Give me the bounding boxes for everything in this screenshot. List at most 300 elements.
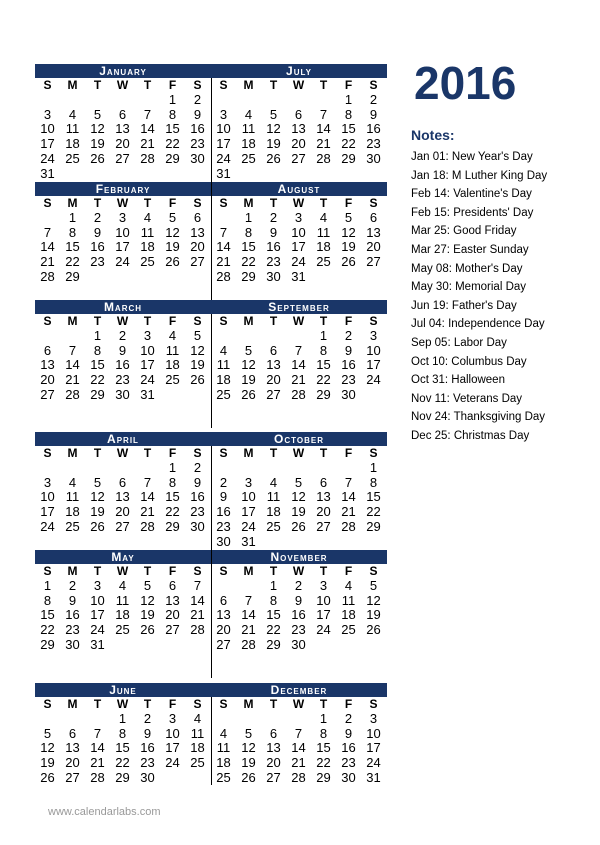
day-cell: 14 — [316, 121, 331, 137]
day-cell: 16 — [190, 489, 205, 505]
day-cell: 16 — [190, 121, 205, 137]
day-cell: 8 — [68, 224, 77, 240]
day-cell: 15 — [341, 121, 356, 137]
weekday-label: S — [219, 78, 228, 92]
empty-cell — [236, 93, 261, 108]
weekday-label: S — [43, 564, 52, 578]
day-cell: 6 — [118, 106, 127, 122]
day-cell: 28 — [291, 386, 306, 402]
note-item: May 30: Memorial Day — [411, 281, 527, 294]
empty-cell — [60, 712, 85, 727]
day-cell: 10 — [115, 224, 130, 240]
day-cell: 6 — [193, 209, 202, 225]
day-cell: 2 — [193, 91, 202, 107]
day-cell: 21 — [291, 372, 306, 388]
day-cell: 1 — [168, 91, 177, 107]
empty-cell — [110, 461, 135, 476]
day-cell: 25 — [216, 769, 231, 785]
weekday-label: W — [292, 78, 305, 92]
day-cell: 22 — [316, 755, 331, 771]
weekday-label: W — [116, 446, 129, 460]
day-cell: 8 — [244, 224, 253, 240]
day-cell: 29 — [266, 636, 281, 652]
day-cell: 14 — [241, 607, 256, 623]
empty-cell — [35, 712, 60, 727]
day-cell: 31 — [216, 165, 231, 181]
day-cell: 2 — [294, 577, 303, 593]
day-cell: 22 — [366, 504, 381, 520]
day-cell: 20 — [266, 372, 281, 388]
day-cell: 13 — [115, 489, 130, 505]
day-cell: 27 — [165, 622, 180, 638]
day-cell: 9 — [93, 224, 102, 240]
day-cell: 27 — [115, 518, 130, 534]
empty-cell — [236, 579, 261, 594]
day-cell: 6 — [118, 474, 127, 490]
day-cell: 9 — [193, 106, 202, 122]
weekday-label: S — [219, 446, 228, 460]
day-grid — [35, 697, 211, 786]
day-cell: 8 — [319, 342, 328, 358]
day-cell: 19 — [241, 755, 256, 771]
day-cell: 26 — [140, 622, 155, 638]
day-cell: 13 — [266, 357, 281, 373]
day-cell: 8 — [269, 592, 278, 608]
day-cell: 14 — [90, 740, 105, 756]
day-cell: 5 — [344, 209, 353, 225]
day-cell: 19 — [90, 136, 105, 152]
empty-cell — [311, 93, 336, 108]
month-march — [35, 300, 211, 403]
note-item: Feb 14: Valentine's Day — [411, 188, 532, 201]
day-cell: 14 — [140, 121, 155, 137]
notes-title: Notes: — [411, 127, 455, 143]
day-cell: 22 — [316, 372, 331, 388]
day-cell: 28 — [241, 636, 256, 652]
day-cell: 12 — [90, 121, 105, 137]
day-cell: 24 — [316, 622, 331, 638]
day-cell: 8 — [118, 725, 127, 741]
day-cell: 26 — [190, 372, 205, 388]
day-cell: 19 — [165, 239, 180, 255]
day-cell: 25 — [341, 622, 356, 638]
weekday-label: T — [269, 314, 278, 328]
weekday-label: S — [43, 446, 52, 460]
day-cell: 18 — [140, 239, 155, 255]
day-cell: 28 — [65, 386, 80, 402]
day-cell: 9 — [294, 592, 303, 608]
weekday-label: T — [93, 196, 102, 210]
day-cell: 19 — [266, 136, 281, 152]
day-cell: 23 — [190, 136, 205, 152]
month-june — [35, 683, 211, 786]
empty-cell — [311, 461, 336, 476]
day-cell: 23 — [216, 518, 231, 534]
day-cell: 16 — [90, 239, 105, 255]
day-cell: 6 — [168, 577, 177, 593]
empty-cell — [286, 329, 311, 344]
day-cell: 5 — [93, 474, 102, 490]
day-cell: 13 — [65, 740, 80, 756]
weekday-label: M — [243, 564, 254, 578]
day-cell: 31 — [241, 533, 256, 549]
day-cell: 28 — [90, 769, 105, 785]
day-cell: 25 — [65, 150, 80, 166]
day-cell: 13 — [40, 357, 55, 373]
day-cell: 27 — [40, 386, 55, 402]
month-header: December — [211, 683, 387, 697]
day-cell: 29 — [241, 268, 256, 284]
day-cell: 18 — [165, 357, 180, 373]
day-cell: 6 — [269, 342, 278, 358]
weekday-label: M — [243, 446, 254, 460]
day-cell: 2 — [369, 91, 378, 107]
day-cell: 12 — [366, 592, 381, 608]
weekday-label: M — [67, 446, 78, 460]
month-header: October — [211, 432, 387, 446]
day-cell: 6 — [43, 342, 52, 358]
day-cell: 2 — [143, 710, 152, 726]
day-cell: 18 — [65, 136, 80, 152]
weekday-label: S — [219, 697, 228, 711]
weekday-label: M — [243, 697, 254, 711]
day-cell: 17 — [366, 740, 381, 756]
day-cell: 1 — [269, 577, 278, 593]
day-cell: 27 — [266, 386, 281, 402]
empty-cell — [135, 93, 160, 108]
day-cell: 18 — [216, 372, 231, 388]
weekday-label: W — [116, 564, 129, 578]
day-cell: 26 — [341, 254, 356, 270]
note-item: Sep 05: Labor Day — [411, 336, 507, 349]
weekday-label: S — [219, 196, 228, 210]
day-cell: 29 — [316, 386, 331, 402]
day-cell: 21 — [316, 136, 331, 152]
day-cell: 21 — [190, 607, 205, 623]
weekday-label: W — [116, 78, 129, 92]
weekday-label: S — [43, 314, 52, 328]
day-cell: 29 — [316, 769, 331, 785]
day-cell: 3 — [219, 106, 228, 122]
day-cell: 4 — [193, 710, 202, 726]
day-cell: 5 — [93, 106, 102, 122]
day-cell: 7 — [68, 342, 77, 358]
day-cell: 21 — [140, 136, 155, 152]
day-cell: 13 — [115, 121, 130, 137]
empty-cell — [110, 93, 135, 108]
empty-cell — [35, 211, 60, 226]
day-cell: 2 — [344, 710, 353, 726]
month-header: February — [35, 182, 211, 196]
weekday-label: F — [344, 697, 353, 711]
day-cell: 27 — [190, 254, 205, 270]
day-cell: 9 — [68, 592, 77, 608]
day-cell: 14 — [190, 592, 205, 608]
day-cell: 24 — [366, 755, 381, 771]
day-cell: 15 — [241, 239, 256, 255]
day-cell: 7 — [219, 224, 228, 240]
day-cell: 9 — [118, 342, 127, 358]
day-cell: 17 — [291, 239, 306, 255]
day-cell: 15 — [40, 607, 55, 623]
day-cell: 7 — [143, 106, 152, 122]
day-cell: 25 — [65, 518, 80, 534]
day-cell: 10 — [366, 725, 381, 741]
day-cell: 6 — [68, 725, 77, 741]
weekday-label: F — [344, 446, 353, 460]
day-cell: 31 — [90, 636, 105, 652]
day-cell: 2 — [344, 327, 353, 343]
weekday-label: F — [168, 314, 177, 328]
day-cell: 22 — [266, 622, 281, 638]
empty-cell — [236, 329, 261, 344]
empty-cell — [211, 712, 236, 727]
day-cell: 7 — [344, 474, 353, 490]
weekday-label: W — [116, 697, 129, 711]
day-cell: 16 — [140, 740, 155, 756]
weekday-label: M — [243, 78, 254, 92]
day-cell: 11 — [115, 592, 130, 608]
day-cell: 14 — [65, 357, 80, 373]
empty-cell — [286, 712, 311, 727]
day-cell: 21 — [40, 254, 55, 270]
day-cell: 30 — [65, 636, 80, 652]
weekday-label: T — [269, 564, 278, 578]
weekday-label: S — [369, 196, 378, 210]
month-september — [211, 300, 387, 403]
day-cell: 6 — [369, 209, 378, 225]
day-cell: 15 — [366, 489, 381, 505]
day-cell: 10 — [140, 342, 155, 358]
column-divider — [211, 78, 212, 300]
empty-cell — [211, 461, 236, 476]
day-cell: 5 — [168, 209, 177, 225]
day-cell: 9 — [344, 725, 353, 741]
day-cell: 29 — [40, 636, 55, 652]
note-item: Jul 04: Independence Day — [411, 318, 545, 331]
day-cell: 27 — [216, 636, 231, 652]
day-cell: 14 — [140, 489, 155, 505]
note-item: Feb 15: Presidents' Day — [411, 206, 534, 219]
empty-cell — [60, 329, 85, 344]
day-cell: 10 — [216, 121, 231, 137]
day-cell: 14 — [291, 740, 306, 756]
empty-cell — [135, 461, 160, 476]
day-cell: 19 — [90, 504, 105, 520]
empty-cell — [236, 461, 261, 476]
day-cell: 16 — [291, 607, 306, 623]
empty-cell — [35, 329, 60, 344]
day-cell: 2 — [219, 474, 228, 490]
day-cell: 16 — [65, 607, 80, 623]
day-cell: 14 — [40, 239, 55, 255]
day-cell: 5 — [193, 327, 202, 343]
day-cell: 11 — [341, 592, 356, 608]
day-cell: 25 — [115, 622, 130, 638]
day-cell: 6 — [319, 474, 328, 490]
day-cell: 22 — [40, 622, 55, 638]
day-cell: 28 — [140, 518, 155, 534]
empty-cell — [211, 579, 236, 594]
day-cell: 13 — [190, 224, 205, 240]
month-may — [35, 550, 211, 653]
day-cell: 24 — [140, 372, 155, 388]
day-cell: 20 — [216, 622, 231, 638]
day-cell: 19 — [40, 755, 55, 771]
weekday-label: T — [319, 78, 328, 92]
day-cell: 24 — [241, 518, 256, 534]
day-cell: 8 — [319, 725, 328, 741]
day-cell: 21 — [65, 372, 80, 388]
month-header: January — [35, 64, 211, 78]
day-cell: 15 — [90, 357, 105, 373]
day-cell: 31 — [366, 769, 381, 785]
day-cell: 30 — [190, 518, 205, 534]
day-cell: 17 — [140, 357, 155, 373]
day-cell: 19 — [341, 239, 356, 255]
day-grid — [35, 78, 211, 182]
weekday-label: F — [344, 78, 353, 92]
day-cell: 18 — [190, 740, 205, 756]
weekday-label: W — [116, 314, 129, 328]
month-header: May — [35, 550, 211, 564]
weekday-label: M — [67, 314, 78, 328]
day-cell: 1 — [319, 327, 328, 343]
day-cell: 15 — [316, 740, 331, 756]
day-cell: 22 — [90, 372, 105, 388]
weekday-label: T — [143, 78, 152, 92]
day-cell: 23 — [90, 254, 105, 270]
day-cell: 5 — [294, 474, 303, 490]
day-cell: 20 — [115, 136, 130, 152]
day-cell: 11 — [140, 224, 155, 240]
day-cell: 9 — [193, 474, 202, 490]
day-cell: 19 — [140, 607, 155, 623]
weekday-label: F — [168, 78, 177, 92]
day-cell: 14 — [341, 489, 356, 505]
day-grid — [35, 314, 211, 403]
day-cell: 29 — [90, 386, 105, 402]
weekday-label: S — [193, 564, 202, 578]
day-cell: 9 — [219, 489, 228, 505]
day-cell: 26 — [241, 769, 256, 785]
day-cell: 10 — [40, 489, 55, 505]
day-cell: 26 — [366, 622, 381, 638]
day-cell: 27 — [266, 769, 281, 785]
day-cell: 4 — [219, 342, 228, 358]
day-cell: 31 — [291, 268, 306, 284]
weekday-label: W — [292, 446, 305, 460]
day-cell: 28 — [140, 150, 155, 166]
day-cell: 9 — [269, 224, 278, 240]
day-cell: 23 — [65, 622, 80, 638]
month-header: September — [211, 300, 387, 314]
day-cell: 30 — [190, 150, 205, 166]
day-cell: 24 — [165, 755, 180, 771]
day-cell: 2 — [193, 459, 202, 475]
note-item: Oct 10: Columbus Day — [411, 355, 527, 368]
day-cell: 5 — [143, 577, 152, 593]
day-cell: 10 — [40, 121, 55, 137]
weekday-label: F — [168, 697, 177, 711]
day-cell: 25 — [190, 755, 205, 771]
month-april — [35, 432, 211, 535]
day-cell: 5 — [244, 725, 253, 741]
weekday-label: T — [93, 314, 102, 328]
day-cell: 28 — [291, 769, 306, 785]
empty-cell — [211, 93, 236, 108]
day-cell: 25 — [241, 150, 256, 166]
day-cell: 20 — [165, 607, 180, 623]
day-cell: 12 — [40, 740, 55, 756]
month-header: August — [211, 182, 387, 196]
column-divider — [211, 314, 212, 428]
day-cell: 4 — [143, 209, 152, 225]
day-cell: 20 — [366, 239, 381, 255]
weekday-label: F — [168, 196, 177, 210]
weekday-label: W — [292, 564, 305, 578]
day-cell: 7 — [43, 224, 52, 240]
weekday-label: T — [269, 78, 278, 92]
weekday-label: T — [143, 446, 152, 460]
month-july — [211, 64, 387, 182]
day-cell: 12 — [266, 121, 281, 137]
note-item: Dec 25: Christmas Day — [411, 429, 530, 442]
day-cell: 11 — [165, 342, 180, 358]
day-cell: 26 — [266, 150, 281, 166]
day-cell: 16 — [266, 239, 281, 255]
day-cell: 29 — [65, 268, 80, 284]
day-cell: 10 — [165, 725, 180, 741]
day-cell: 17 — [90, 607, 105, 623]
day-cell: 5 — [43, 725, 52, 741]
weekday-label: S — [193, 196, 202, 210]
day-cell: 6 — [219, 592, 228, 608]
day-cell: 1 — [168, 459, 177, 475]
day-cell: 28 — [216, 268, 231, 284]
day-cell: 18 — [241, 136, 256, 152]
empty-cell — [211, 329, 236, 344]
day-cell: 4 — [118, 577, 127, 593]
holiday-notes-list — [411, 148, 547, 446]
day-cell: 12 — [190, 342, 205, 358]
day-cell: 16 — [341, 740, 356, 756]
day-cell: 28 — [316, 150, 331, 166]
day-cell: 9 — [369, 106, 378, 122]
day-cell: 4 — [68, 106, 77, 122]
day-cell: 17 — [216, 136, 231, 152]
weekday-label: T — [269, 446, 278, 460]
day-cell: 16 — [115, 357, 130, 373]
day-cell: 24 — [366, 372, 381, 388]
day-cell: 15 — [165, 121, 180, 137]
day-cell: 22 — [241, 254, 256, 270]
weekday-label: M — [243, 196, 254, 210]
day-cell: 18 — [65, 504, 80, 520]
weekday-label: T — [143, 697, 152, 711]
day-cell: 14 — [291, 357, 306, 373]
day-cell: 26 — [90, 150, 105, 166]
weekday-label: T — [143, 564, 152, 578]
day-cell: 5 — [369, 577, 378, 593]
day-cell: 25 — [140, 254, 155, 270]
empty-cell — [336, 461, 361, 476]
day-cell: 23 — [341, 372, 356, 388]
month-february — [35, 182, 211, 285]
day-cell: 26 — [241, 386, 256, 402]
day-cell: 28 — [40, 268, 55, 284]
day-cell: 17 — [115, 239, 130, 255]
